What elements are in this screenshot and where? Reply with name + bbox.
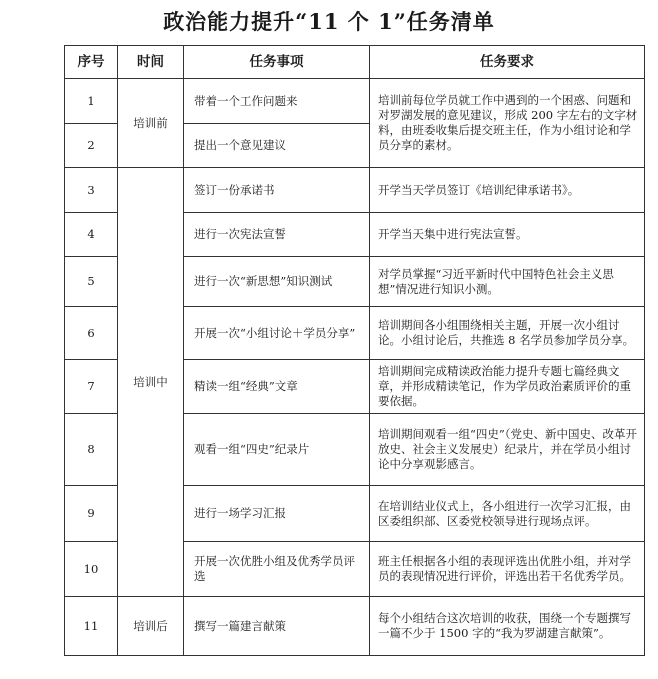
row-number: 8	[65, 414, 118, 486]
task-item: 签订一份承诺书	[184, 168, 370, 213]
row-number: 11	[65, 597, 118, 656]
task-requirement: 培训期间各小组围绕相关主题，开展一次小组讨论。小组讨论后，共推选 8 名学员参加学员分享。	[370, 307, 645, 360]
page-title: 政治能力提升“11 个 1”任务清单	[163, 9, 495, 34]
row-number: 1	[65, 79, 118, 124]
task-item: 开展一次优胜小组及优秀学员评选	[184, 542, 370, 597]
task-item: 精读一组“经典”文章	[184, 360, 370, 414]
task-requirement: 培训期间观看一组“四史”（党史、新中国史、改革开放史、社会主义发展史）纪录片，并在学员小组讨论中分享观影感言。	[370, 414, 645, 486]
header-num: 序号	[65, 46, 118, 79]
task-item: 提出一个意见建议	[184, 124, 370, 168]
table-row	[65, 597, 645, 656]
task-item: 观看一组“四史”纪录片	[184, 414, 370, 486]
header-req: 任务要求	[370, 46, 645, 79]
task-item: 进行一场学习汇报	[184, 486, 370, 542]
task-requirement: 培训前每位学员就工作中遇到的一个困惑、问题和对罗湖发展的意见建议，形成 200 字左右的文字材料，由班委收集后提交班主任，作为小组讨论和学员分享的素材。	[370, 79, 645, 168]
row-number: 3	[65, 168, 118, 213]
header-item: 任务事项	[184, 46, 370, 79]
row-number: 9	[65, 486, 118, 542]
task-item: 撰写一篇建言献策	[184, 597, 370, 656]
task-table	[64, 45, 645, 656]
task-item: 进行一次宪法宣誓	[184, 213, 370, 257]
table-row	[65, 79, 645, 124]
row-number: 2	[65, 124, 118, 168]
header-time: 时间	[118, 46, 184, 79]
task-requirement: 每个小组结合这次培训的收获，围绕一个专题撰写一篇不少于 1500 字的“我为罗湖建言献策”。	[370, 597, 645, 656]
row-number: 4	[65, 213, 118, 257]
task-requirement: 在培训结业仪式上，各小组进行一次学习汇报，由区委组织部、区委党校领导进行现场点评。	[370, 486, 645, 542]
table-row	[65, 168, 645, 213]
row-number: 10	[65, 542, 118, 597]
task-item: 带着一个工作问题来	[184, 79, 370, 124]
task-requirement: 培训期间完成精读政治能力提升专题七篇经典文章，并形成精读笔记，作为学员政治素质评价的重要依据。	[370, 360, 645, 414]
task-item: 开展一次“小组讨论＋学员分享”	[184, 307, 370, 360]
task-item: 进行一次“新思想”知识测试	[184, 257, 370, 307]
time-cell-during: 培训中	[118, 168, 184, 597]
row-number: 7	[65, 360, 118, 414]
task-requirement: 开学当天集中进行宪法宣誓。	[370, 213, 645, 257]
task-requirement: 对学员掌握“习近平新时代中国特色社会主义思想”情况进行知识小测。	[370, 257, 645, 307]
row-number: 5	[65, 257, 118, 307]
time-cell-pre: 培训前	[118, 79, 184, 168]
task-requirement: 开学当天学员签订《培训纪律承诺书》。	[370, 168, 645, 213]
time-cell-post: 培训后	[118, 597, 184, 656]
table-header-row	[65, 46, 645, 79]
task-requirement: 班主任根据各小组的表现评选出优胜小组，并对学员的表现情况进行评价，评选出若干名优秀学员。	[370, 542, 645, 597]
row-number: 6	[65, 307, 118, 360]
